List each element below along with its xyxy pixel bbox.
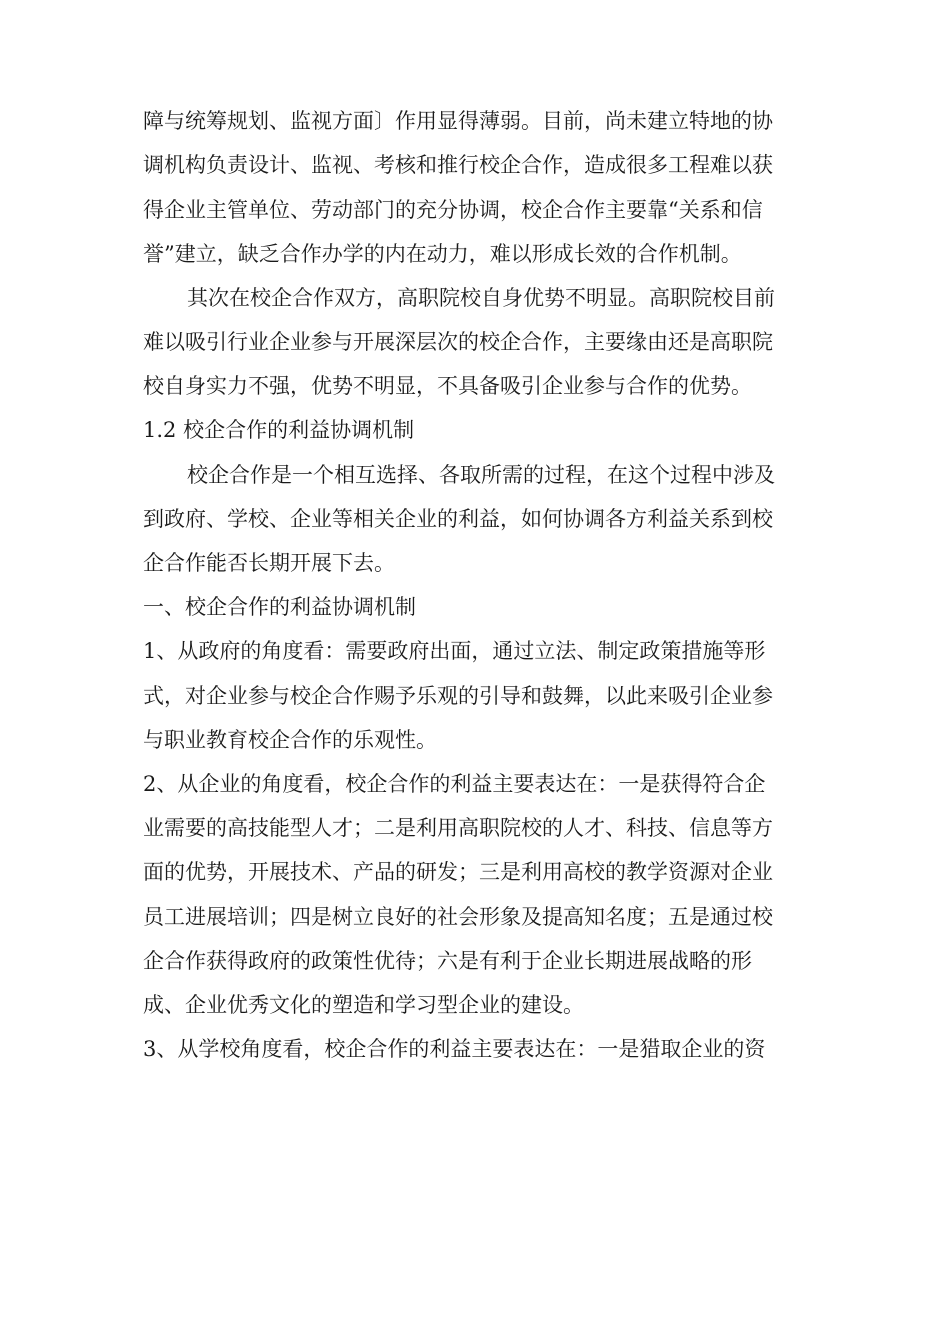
paragraph-line: 1、从政府的角度看：需要政府出面，通过立法、制定政策措施等形 bbox=[143, 639, 766, 663]
paragraph-line: 校企合作是一个相互选择、各取所需的过程，在这个过程中涉及 bbox=[187, 463, 775, 487]
section-heading: 1.2 校企合作的利益协调机制 bbox=[143, 418, 415, 442]
paragraph-line: 式，对企业参与校企合作赐予乐观的引导和鼓舞，以此来吸引企业参 bbox=[143, 684, 773, 708]
paragraph-line: 得企业主管单位、劳动部门的充分协调，校企合作主要靠“关系和信 bbox=[143, 198, 763, 222]
paragraph-line: 到政府、学校、企业等相关企业的利益，如何协调各方利益关系到校 bbox=[143, 507, 773, 531]
paragraph-line: 其次在校企合作双方，高职院校自身优势不明显。高职院校目前 bbox=[187, 286, 775, 310]
paragraph-line: 2、从企业的角度看，校企合作的利益主要表达在：一是获得符合企 bbox=[143, 772, 766, 796]
paragraph-line: 3、从学校角度看，校企合作的利益主要表达在：一是猎取企业的资 bbox=[143, 1037, 766, 1061]
paragraph-line: 调机构负责设计、监视、考核和推行校企合作，造成很多工程难以获 bbox=[143, 153, 773, 177]
paragraph-line: 员工进展培训；四是树立良好的社会形象及提高知名度；五是通过校 bbox=[143, 905, 773, 929]
paragraph-line: 企合作能否长期开展下去。 bbox=[143, 551, 395, 575]
paragraph-line: 障与统筹规划、监视方面〕作用显得薄弱。目前，尚未建立特地的协 bbox=[143, 109, 773, 133]
paragraph-line: 成、企业优秀文化的塑造和学习型企业的建设。 bbox=[143, 993, 584, 1017]
paragraph-line: 面的优势，开展技术、产品的研发；三是利用高校的教学资源对企业 bbox=[143, 860, 773, 884]
paragraph-line: 校自身实力不强，优势不明显，不具备吸引企业参与合作的优势。 bbox=[143, 374, 752, 398]
subsection-heading: 一、校企合作的利益协调机制 bbox=[143, 595, 416, 619]
paragraph-line: 难以吸引行业企业参与开展深层次的校企合作，主要缘由还是高职院 bbox=[143, 330, 773, 354]
paragraph-line: 业需要的高技能型人才；二是利用高职院校的人才、科技、信息等方 bbox=[143, 816, 773, 840]
paragraph-line: 企合作获得政府的政策性优待；六是有利于企业长期进展战略的形 bbox=[143, 949, 752, 973]
paragraph-line: 与职业教育校企合作的乐观性。 bbox=[143, 728, 437, 752]
paragraph-line: 誉”建立，缺乏合作办学的内在动力，难以形成长效的合作机制。 bbox=[143, 242, 742, 266]
